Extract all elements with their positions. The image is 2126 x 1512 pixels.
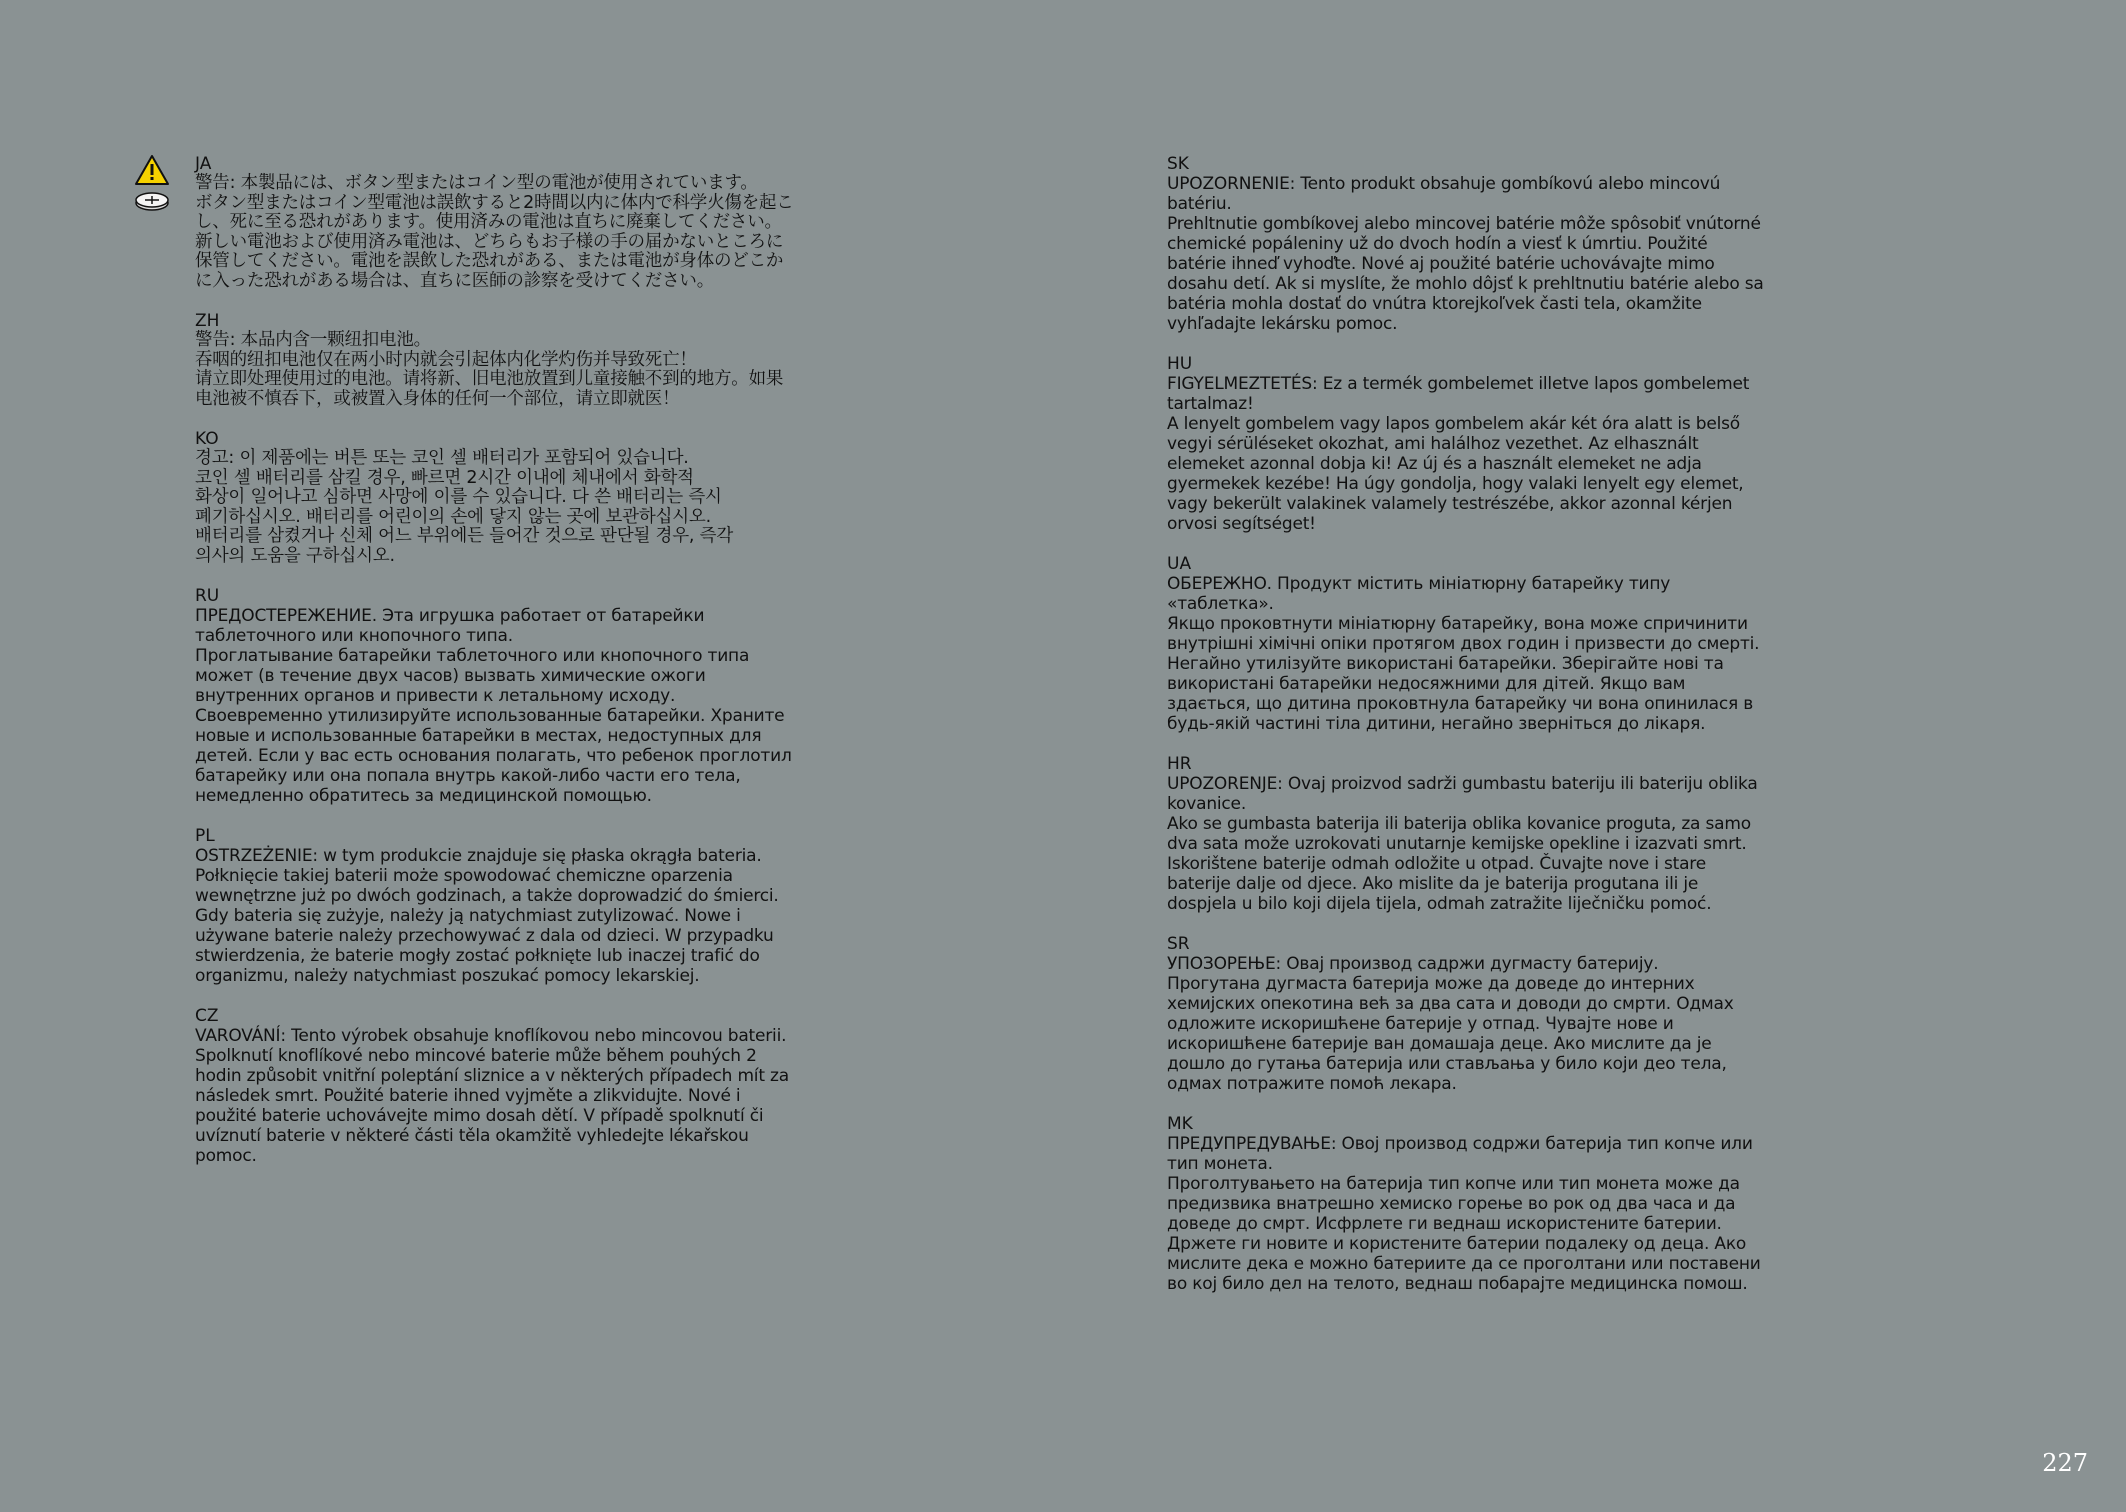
warning-section-zh <box>195 311 795 409</box>
language-code: SK <box>1167 154 1189 174</box>
language-code: PL <box>195 826 215 846</box>
language-code: KO <box>195 429 219 449</box>
warning-section-cz <box>195 1006 795 1166</box>
warning-section-hr <box>1167 754 1767 914</box>
language-code: HU <box>1167 354 1193 374</box>
language-code: ZH <box>195 311 220 331</box>
warning-section-mk <box>1167 1114 1767 1294</box>
warning-text: OSTRZEŻENIE: w tym produkcie znajduje się płaska okrągła bateria. Połknięcie takiej baterii może spowodować chemiczne oparzenia wewnętrzne już po dwóch godzinach, a także doprowadzić do śmierci. Gdy bateria się zużyje, należy ją natychmiast zutylizować. Nowe i używane baterie należy przechowywać z dala od dzieci. W przypadku stwierdzenia, że baterie mogły zostać połknięte lub inaczej trafić do organizmu, należy natychmiast poszukać pomocy lekarskiej. <box>195 846 779 986</box>
warning-text: ОБЕРЕЖНО. Продукт містить мініатюрну батарейку типу «таблетка». Якщо проковтнути мініатюрну батарейку, вона може спричинити внутрішні хімічні опіки протягом двох годин і призвести до смерті. Негайно утилізуйте використані батарейки. Зберігайте нові та використані батарейки недосяжними для дітей. Якщо вам здається, що дитина проковтнула батарейку чи вона опинилася в будь-якій частині тіла дитини, негайно зверніться до лікаря. <box>1167 574 1760 734</box>
warning-section-sk <box>1167 154 1767 334</box>
language-code: HR <box>1167 754 1192 774</box>
warning-text: 경고: 이 제품에는 버튼 또는 코인 셀 배터리가 포함되어 있습니다. 코인 셀 배터리를 삼킬 경우, 빠르면 2시간 이내에 체내에서 화학적 화상이 일어나고 심하면 사망에 이를 수 있습니다. 다 쓴 배터리는 즉시 폐기하십시오. 배터리를 어린이의 손에 닿지 않는 곳에 보관하십시오. 배터리를 삼켰거나 신체 어느 부위에든 들어간 것으로 판단될 경우, 즉각 의사의 도움을 구하십시오. <box>195 448 734 566</box>
language-code: JA <box>195 154 212 174</box>
language-code: UA <box>1167 554 1192 574</box>
language-code: SR <box>1167 934 1190 954</box>
warning-text: UPOZORNENIE: Tento produkt obsahuje gombíkovú alebo mincovú batériu. Prehltnutie gombíkovej alebo mincovej batérie môže spôsobiť vnútorné chemické popáleniny už do dvoch hodín a viesť k úmrtiu. Použité batérie ihneď vyhoďte. Nové aj použité batérie uchovávajte mimo dosahu detí. Ak si myslíte, že mohlo dôjsť k prehltnutiu batérie alebo sa batéria mohla dostať do vnútra ktorejkoľvek časti tela, okamžite vyhľadajte lekársku pomoc. <box>1167 174 1764 334</box>
warning-section-pl <box>195 826 795 986</box>
warning-text: ПРЕДУПРЕДУВАЊЕ: Овој производ содржи батерија тип копче или тип монета. Проголтувањето на батерија тип копче или тип монета може да предизвика внатрешно хемиско горење во рок од два часа и да доведе до смрт. Исфрлете ги веднаш искористените батерии. Држете ги новите и користените батерии подалеку од деца. Ако мислите дека е можно батериите да се проголтани или поставени во кој било дел на телото, веднаш побарајте медицинска помош. <box>1167 1134 1761 1294</box>
warning-triangle-icon <box>134 154 170 186</box>
warning-section-hu <box>1167 354 1767 534</box>
language-code: CZ <box>195 1006 219 1026</box>
warning-text: ПРЕДОСТЕРЕЖЕНИЕ. Эта игрушка работает от батарейки таблеточного или кнопочного типа. Проглатывание батарейки таблеточного или кнопочного типа может (в течение двух часов) вызвать химические ожоги внутренних органов и привести к летальному исходу. Своевременно утилизируйте использованные батарейки. Храните новые и использованные батарейки в местах, недоступных для детей. Если у вас есть основания полагать, что ребенок проглотил батарейку или она попала внутрь какой-либо части его тела, немедленно обратитесь за медицинской помощью. <box>195 606 792 806</box>
warning-section-ja <box>195 154 795 291</box>
warning-text: FIGYELMEZTETÉS: Ez a termék gombelemet illetve lapos gombelemet tartalmaz! A lenyelt gombelem vagy lapos gombelem akár két óra alatt is belső vegyi sérüléseket okozhat, ami halálhoz vezethet. Az elhasznált elemeket azonnal dobja ki! Az új és a használt elemeket ne adja gyermekek kezébe! Ha úgy gondolja, hogy valaki lenyelt egy elemet, vagy bekerült valakinek valamely testrészébe, akkor azonnal kérjen orvosi segítséget! <box>1167 374 1750 534</box>
warning-section-sr <box>1167 934 1767 1094</box>
left-column <box>195 154 795 1186</box>
warning-text: УПОЗОРЕЊЕ: Овај производ садржи дугмасту батерију. Прогутана дугмаста батерија може да доведе до интерних хемијских опекотина већ за два сата и доводи до смрти. Одмах одложите искоришћене батерије у отпад. Чувајте нове и искоришћене батерије ван домашаја деце. Ако мислите да је дошло до гутања батерија или стављања у било који део тела, одмах потражите помоћ лекара. <box>1167 954 1734 1094</box>
warning-section-ru <box>195 586 795 806</box>
language-code: RU <box>195 586 220 606</box>
warning-section-ko <box>195 429 795 566</box>
coin-battery-icon <box>134 190 170 212</box>
warning-text: 警告: 本品内含一颗纽扣电池。 吞咽的纽扣电池仅在两小时内就会引起体内化学灼伤并导致死亡！ 请立即处理使用过的电池。请将新、旧电池放置到儿童接触不到的地方。如果电池被不慎吞下，或被置入身体的任何一个部位，请立即就医！ <box>195 330 784 409</box>
page-number: 227 <box>2042 1449 2088 1477</box>
icon-stack <box>134 154 174 212</box>
warning-text: 警告: 本製品には、ボタン型またはコイン型の電池が使用されています。 ボタン型またはコイン型電池は誤飲すると2時間以内に体内で科学火傷を起こし、死に至る恐れがあります。使用済みの電池は直ちに廃棄してください。新しい電池および使用済み電池は、どちらもお子様の手の届かないところに保管してください。電池を誤飲した恐れがある、または電池が身体のどこかに入った恐れがある場合は、直ちに医師の診察を受けてください。 <box>195 173 794 291</box>
language-code: MK <box>1167 1114 1193 1134</box>
warning-section-ua <box>1167 554 1767 734</box>
right-column <box>1167 154 1767 1314</box>
warning-text: UPOZORENJE: Ovaj proizvod sadrži gumbastu bateriju ili bateriju oblika kovanice. Ako se gumbasta baterija ili baterija oblika kovanice proguta, za samo dva sata može uzrokovati unutarnje kemijske opekline i izazvati smrt. Iskorištene baterije odmah odložite u otpad. Čuvajte nove i stare baterije dalje od djece. Ako mislite da je baterija progutana ili je dospjela u bilo koji dijela tijela, odmah zatražite liječničku pomoć. <box>1167 774 1758 914</box>
warning-text: VAROVÁNÍ: Tento výrobek obsahuje knoflíkovou nebo mincovou baterii. Spolknutí knoflíkové nebo mincové baterie může během pouhých 2 hodin způsobit vnitřní poleptání sliznice a v některých případech mít za následek smrt. Použité baterie ihned vyjměte a zlikvidujte. Nové i použité baterie uchovávejte mimo dosah dětí. V případě spolknutí či uvíznutí baterie v některé části těla okamžitě vyhledejte lékařskou pomoc. <box>195 1026 789 1166</box>
